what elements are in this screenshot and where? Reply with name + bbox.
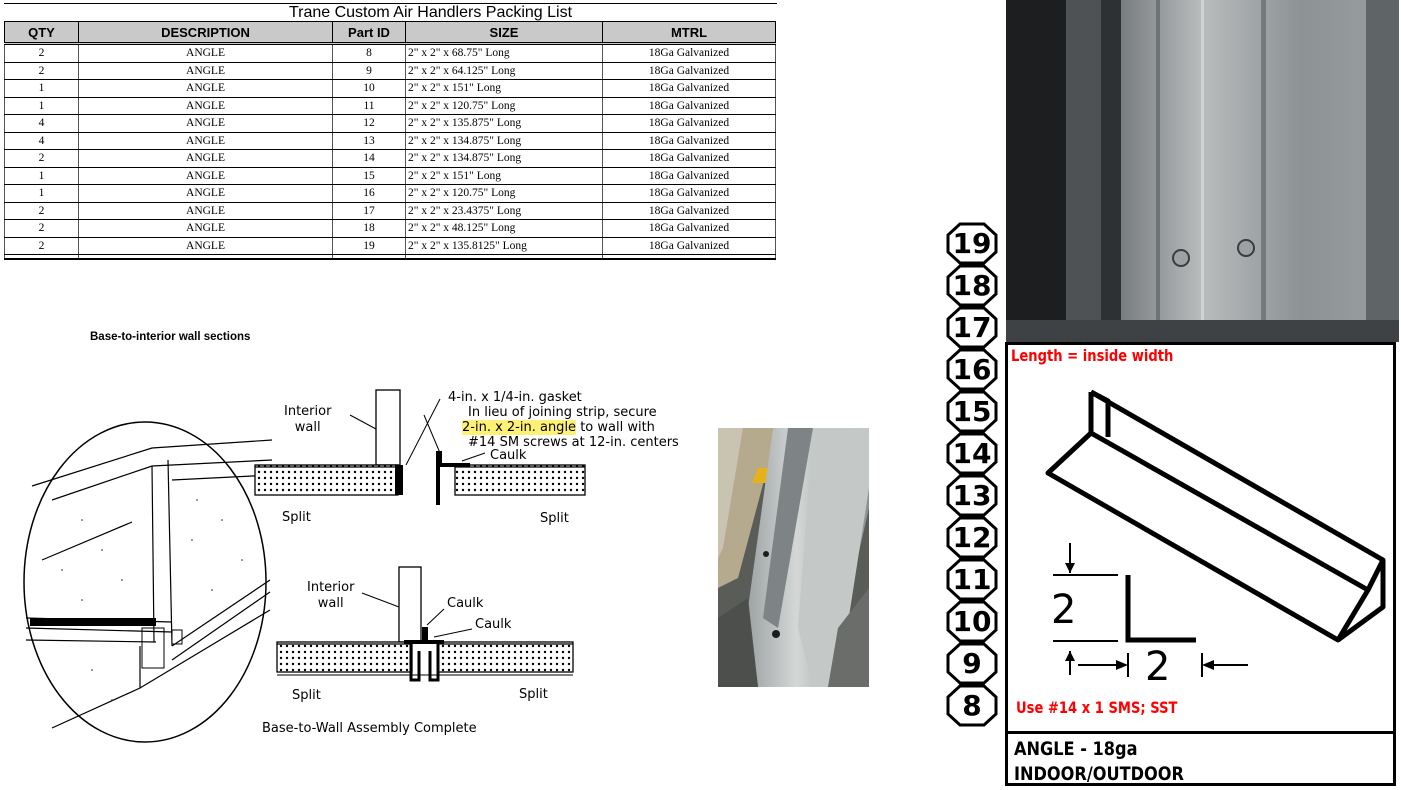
packing-list — [4, 3, 777, 260]
cell-size: 2" x 2" x 134.875" Long — [406, 150, 603, 168]
table-row — [5, 62, 776, 80]
cell-mtrl: 18Ga Galvanized — [603, 220, 776, 238]
cell-description: ANGLE — [79, 132, 333, 150]
cell-mtrl: 18Ga Galvanized — [603, 115, 776, 133]
section-title: Base-to-interior wall sections — [90, 331, 251, 343]
cell-qty: 2 — [5, 220, 79, 238]
cell-part-id: 9 — [333, 62, 406, 80]
label-joining-note-3: #14 SM screws at 12-in. centers — [468, 435, 679, 450]
cell-qty: 1 — [5, 80, 79, 98]
cell-description: ANGLE — [79, 115, 333, 133]
label-split-right-1: Split — [540, 511, 569, 526]
cell-size: 2" x 2" x 134.875" Long — [406, 132, 603, 150]
part-badge — [946, 684, 998, 727]
table-row — [5, 220, 776, 238]
table-header-row — [5, 22, 776, 44]
cell-description: ANGLE — [79, 150, 333, 168]
cell-part-id: 12 — [333, 115, 406, 133]
part-badge-number: 14 — [952, 437, 992, 470]
title-block-divider — [1008, 731, 1393, 734]
cell-mtrl: 18Ga Galvanized — [603, 150, 776, 168]
cell-description: ANGLE — [79, 97, 333, 115]
cell-mtrl: 18Ga Galvanized — [603, 167, 776, 185]
part-badge-number: 13 — [952, 479, 992, 512]
cell-mtrl: 18Ga Galvanized — [603, 97, 776, 115]
column-header-mtrl: MTRL — [603, 22, 776, 44]
usage-label: INDOOR/OUTDOOR — [1014, 763, 1184, 785]
cell-mtrl: 18Ga Galvanized — [603, 185, 776, 203]
table-row — [5, 97, 776, 115]
label-interior-wall-1: Interior wall — [284, 404, 332, 435]
ahu-interior-photo — [1006, 0, 1399, 342]
label-split-left-2: Split — [292, 688, 321, 703]
label-gasket-note: 4-in. x 1/4-in. gasket — [448, 390, 582, 405]
cell-size: 2" x 2" x 135.875" Long — [406, 115, 603, 133]
cell-qty: 2 — [5, 150, 79, 168]
angle-spec-sheet — [1005, 342, 1396, 786]
part-badge — [946, 642, 998, 685]
part-badge — [946, 306, 998, 349]
part-badge — [946, 600, 998, 643]
cell-size: 2" x 2" x 64.125" Long — [406, 62, 603, 80]
cell-size: 2" x 2" x 48.125" Long — [406, 220, 603, 238]
part-id-badges — [946, 222, 1000, 726]
packing-list-body — [5, 44, 776, 260]
part-badge-number: 18 — [952, 269, 992, 302]
label-split-left-1: Split — [282, 510, 311, 525]
cell-description: ANGLE — [79, 202, 333, 220]
label-joining-note-1: In lieu of joining strip, secure — [468, 405, 657, 420]
part-badge-number: 16 — [952, 353, 992, 386]
cell-description: ANGLE — [79, 80, 333, 98]
part-badge-number: 9 — [962, 647, 982, 680]
cell-qty: 2 — [5, 202, 79, 220]
label-interior-wall-2: Interior wall — [307, 580, 355, 611]
cell-part-id: 14 — [333, 150, 406, 168]
cell-size: 2" x 2" x 23.4375" Long — [406, 202, 603, 220]
cell-part-id: 15 — [333, 167, 406, 185]
cell-size: 2" x 2" x 120.75" Long — [406, 185, 603, 203]
cell-description: ANGLE — [79, 185, 333, 203]
cell-qty: 2 — [5, 44, 79, 63]
cell-part-id: 16 — [333, 185, 406, 203]
part-badge-number: 17 — [952, 311, 992, 344]
cell-qty: 4 — [5, 115, 79, 133]
label-caulk-2b: Caulk — [475, 617, 512, 632]
packing-list-title: Trane Custom Air Handlers Packing List — [4, 3, 777, 21]
cell-size: 2" x 2" x 151" Long — [406, 80, 603, 98]
cell-description: ANGLE — [79, 44, 333, 63]
cell-qty: 1 — [5, 97, 79, 115]
part-badge — [946, 516, 998, 559]
cell-description: ANGLE — [79, 167, 333, 185]
part-badge — [946, 348, 998, 391]
table-row — [5, 132, 776, 150]
cell-mtrl: 18Ga Galvanized — [603, 44, 776, 63]
cell-qty: 1 — [5, 185, 79, 203]
cell-mtrl: 18Ga Galvanized — [603, 62, 776, 80]
unit-magnifier-drawing — [22, 420, 272, 748]
part-badge — [946, 474, 998, 517]
cell-size: 2" x 2" x 68.75" Long — [406, 44, 603, 63]
joining-note-2-rest: to wall with — [576, 420, 655, 435]
fastener-note: Use #14 x 1 SMS; SST — [1016, 698, 1178, 717]
cell-qty: 2 — [5, 237, 79, 255]
cell-description: ANGLE — [79, 237, 333, 255]
table-row — [5, 80, 776, 98]
cell-size: 2" x 2" x 120.75" Long — [406, 97, 603, 115]
cell-part-id: 10 — [333, 80, 406, 98]
cell-mtrl: 18Ga Galvanized — [603, 80, 776, 98]
spacer-row — [5, 255, 776, 260]
cell-mtrl: 18Ga Galvanized — [603, 132, 776, 150]
highlighted-angle-text: 2-in. x 2-in. angle — [462, 420, 577, 435]
table-row — [5, 167, 776, 185]
cell-size: 2" x 2" x 135.8125" Long — [406, 237, 603, 255]
part-badge-number: 8 — [962, 689, 982, 722]
part-badge-number: 19 — [952, 227, 992, 260]
cell-part-id: 19 — [333, 237, 406, 255]
part-badge — [946, 390, 998, 433]
part-badge-number: 11 — [952, 563, 992, 596]
table-row — [5, 237, 776, 255]
cell-qty: 2 — [5, 62, 79, 80]
label-split-right-2: Split — [519, 687, 548, 702]
part-badge — [946, 558, 998, 601]
angle-photo — [718, 428, 869, 687]
column-header-part-id: Part ID — [333, 22, 406, 44]
table-row — [5, 44, 776, 63]
cell-qty: 1 — [5, 167, 79, 185]
column-header-description: DESCRIPTION — [79, 22, 333, 44]
part-badge — [946, 432, 998, 475]
part-badge-number: 10 — [952, 605, 992, 638]
part-name-label: ANGLE - 18ga — [1014, 738, 1138, 760]
label-caulk-1: Caulk — [490, 448, 527, 463]
table-row — [5, 185, 776, 203]
part-badge — [946, 264, 998, 307]
cell-description: ANGLE — [79, 62, 333, 80]
part-badge-number: 12 — [952, 521, 992, 554]
cell-mtrl: 18Ga Galvanized — [603, 202, 776, 220]
length-note: Length = inside width — [1011, 346, 1174, 365]
dimension-horizontal-label: 2 — [1145, 644, 1171, 690]
part-badge-number: 15 — [952, 395, 992, 428]
label-caulk-2a: Caulk — [447, 596, 484, 611]
cell-qty: 4 — [5, 132, 79, 150]
cell-description: ANGLE — [79, 220, 333, 238]
packing-list-table — [4, 21, 776, 260]
cell-mtrl: 18Ga Galvanized — [603, 237, 776, 255]
column-header-qty: QTY — [5, 22, 79, 44]
table-row — [5, 202, 776, 220]
table-row — [5, 115, 776, 133]
assembly-caption: Base-to-Wall Assembly Complete — [262, 721, 477, 736]
cell-part-id: 18 — [333, 220, 406, 238]
column-header-size: SIZE — [406, 22, 603, 44]
cell-part-id: 17 — [333, 202, 406, 220]
cell-part-id: 13 — [333, 132, 406, 150]
dimension-vertical-label: 2 — [1051, 587, 1077, 633]
label-joining-note-2 — [462, 420, 655, 435]
cell-part-id: 11 — [333, 97, 406, 115]
cell-size: 2" x 2" x 151" Long — [406, 167, 603, 185]
table-row — [5, 150, 776, 168]
part-badge — [946, 222, 998, 265]
cell-part-id: 8 — [333, 44, 406, 63]
